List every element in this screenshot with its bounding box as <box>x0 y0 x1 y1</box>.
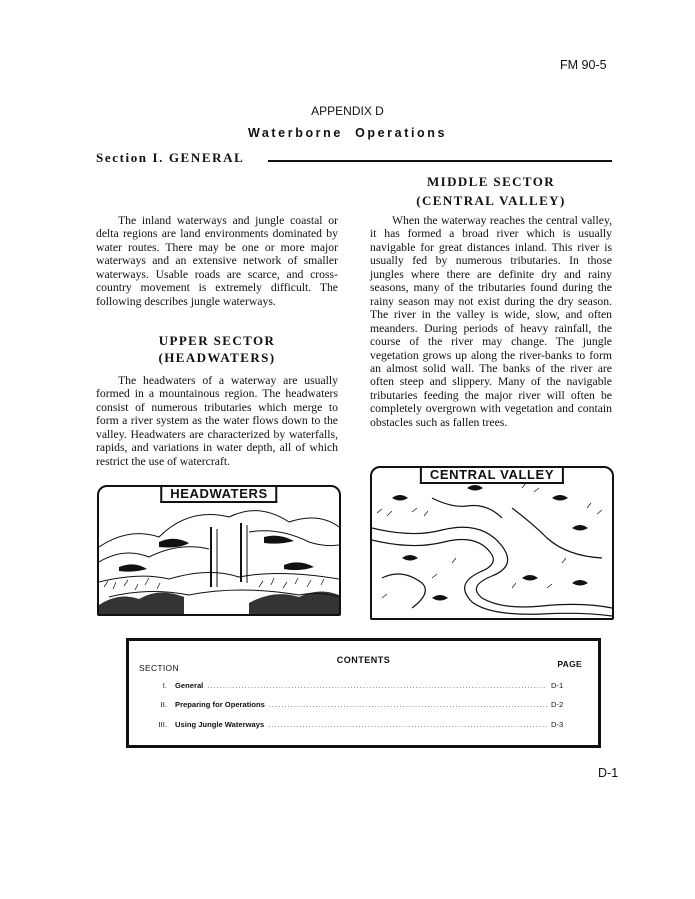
middle-sector-heading-line2: (CENTRAL VALLEY) <box>416 193 566 208</box>
contents-row-page: D-1 <box>551 681 564 690</box>
upper-sector-heading-line2: (HEADWATERS) <box>158 350 276 365</box>
section-rule <box>268 160 612 162</box>
headwaters-label: HEADWATERS <box>160 485 277 503</box>
page-number: D-1 <box>598 766 619 780</box>
contents-box <box>126 638 601 748</box>
intro-paragraph: The inland waterways and jungle coastal or delta regions are land environments dominated by water routes. There may be one or more major waterways and an extensive network of smaller waterways. Usable roads are scarce, and cross-country movement is extremely difficult. The following describes jungle waterways. <box>96 214 338 308</box>
contents-section-header: SECTION <box>139 663 179 673</box>
contents-row-label: Using Jungle Waterways <box>175 720 265 729</box>
contents-row-label: General <box>175 681 204 690</box>
middle-sector-heading-line1: MIDDLE SECTOR <box>426 174 556 189</box>
contents-row-leader <box>207 681 547 690</box>
upper-sector-heading-line1: UPPER SECTOR <box>158 333 276 348</box>
contents-row-page: D-3 <box>551 720 564 729</box>
middle-sector-paragraph: When the waterway reaches the central valley, it has formed a broad river which is usually navigable for great distances inland. This river is usually fed by numerous tributaries. In those jungles where there are definite dry and rainy seasons, many of the tributaries found during the rainy season may not exist during the dry season. The river in the valley is wide, slow, and often meanders. During periods of heavy rainfall, the course of the river may change. The jungle vegetation grows up along the river-banks to form an almost solid wall. The banks of the river are often steep and slippery. Many of the navigable tributaries feeding the major river will often be completely overgrown with vegetation and contain obstacles such as fallen trees. <box>370 214 612 429</box>
contents-page-header: PAGE <box>557 659 582 669</box>
central-valley-figure <box>370 466 614 620</box>
appendix-label: APPENDIX D <box>311 104 384 118</box>
contents-row-leader <box>269 700 547 709</box>
headwaters-illustration <box>99 487 339 614</box>
section-heading: Section I. GENERAL <box>96 150 245 165</box>
contents-row[interactable] <box>147 681 573 690</box>
contents-row-number: II. <box>160 700 167 709</box>
contents-title: CONTENTS <box>336 655 391 665</box>
contents-row-number: I. <box>162 681 167 690</box>
form-number: FM 90-5 <box>560 58 607 72</box>
contents-row-label: Preparing for Operations <box>175 700 265 709</box>
contents-row-page: D-2 <box>551 700 564 709</box>
contents-row-number: III. <box>158 720 167 729</box>
middle-sector-heading <box>370 174 612 209</box>
contents-row-leader <box>268 720 547 729</box>
contents-row[interactable] <box>147 700 573 709</box>
upper-sector-paragraph: The headwaters of a waterway are usually formed in a mountainous region. The headwaters consist of numerous tributaries which merge to form a river system as the water flows down to the valley. Headwaters are characterized by waterfalls, rapids, and variations in water depth, all of which restrict the use of watercraft. <box>96 374 338 468</box>
central-valley-illustration <box>372 468 612 618</box>
contents-row[interactable] <box>147 720 573 729</box>
upper-sector-heading <box>96 333 338 366</box>
headwaters-figure <box>97 485 341 616</box>
central-valley-label: CENTRAL VALLEY <box>420 466 564 484</box>
appendix-title: Waterborne Operations <box>247 126 448 140</box>
